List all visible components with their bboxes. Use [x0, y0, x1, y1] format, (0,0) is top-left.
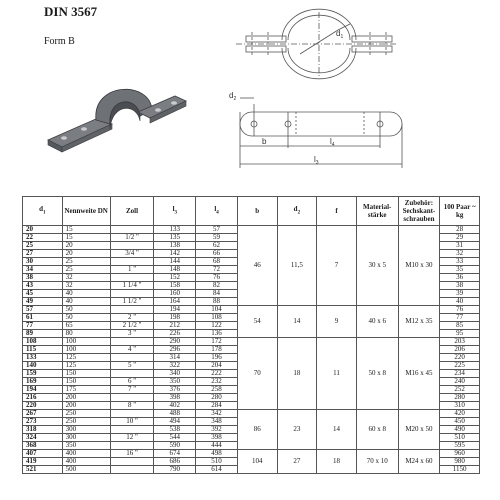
cell-zoll: 12 ": [110, 434, 154, 442]
cell-weight: 85: [440, 322, 480, 330]
cell-dn: 40: [62, 298, 110, 306]
cell-l3: 686: [154, 458, 196, 466]
cell-l4: 392: [196, 426, 238, 434]
header-l3: $l_3$: [154, 197, 196, 226]
cell-dn: 125: [62, 354, 110, 362]
cell-screws: M12 x 35: [398, 306, 440, 338]
cell-weight: 450: [440, 418, 480, 426]
l4-label: $l_4$: [330, 137, 335, 148]
cell-b: 86: [237, 410, 277, 450]
cell-zoll: 1 ": [110, 266, 154, 274]
technical-drawing: [0, 0, 500, 195]
cell-weight: 29: [440, 234, 480, 242]
d1-label: $d_1$: [336, 29, 344, 40]
cell-d1: 273: [23, 418, 63, 426]
cell-dn: 125: [62, 362, 110, 370]
cell-d1: 108: [23, 338, 63, 346]
cell-l3: 494: [154, 418, 196, 426]
cell-dn: 25: [62, 258, 110, 266]
form-label: Form B: [44, 36, 75, 47]
cell-dn: 20: [62, 250, 110, 258]
document-title: DIN 3567: [44, 4, 98, 19]
cell-d1: 49: [23, 298, 63, 306]
cell-dn: 50: [62, 314, 110, 322]
cell-weight: 31: [440, 242, 480, 250]
cell-zoll: 7 ": [110, 386, 154, 394]
cell-weight: 980: [440, 458, 480, 466]
cell-weight: 203: [440, 338, 480, 346]
cell-l4: 88: [196, 298, 238, 306]
cell-d1: 77: [23, 322, 63, 330]
cell-zoll: 8 ": [110, 402, 154, 410]
cell-l4: 498: [196, 450, 238, 458]
cell-l3: 194: [154, 306, 196, 314]
cell-l4: 62: [196, 242, 238, 250]
cell-zoll: 2 ": [110, 314, 154, 322]
cell-l3: 135: [154, 234, 196, 242]
cell-d1: 267: [23, 410, 63, 418]
cell-dn: 100: [62, 338, 110, 346]
cell-screws: M24 x 60: [398, 450, 440, 474]
cell-f: 14: [317, 410, 357, 450]
cell-dn: 500: [62, 466, 110, 474]
cell-weight: 77: [440, 314, 480, 322]
cell-l4: 82: [196, 282, 238, 290]
cell-d1: 34: [23, 266, 63, 274]
cell-d1: 45: [23, 290, 63, 298]
clamp-front-view: [236, 9, 398, 79]
cell-l4: 342: [196, 410, 238, 418]
cell-d1: 89: [23, 330, 63, 338]
cell-l4: 57: [196, 226, 238, 234]
cell-dn: 300: [62, 434, 110, 442]
cell-b: 70: [237, 338, 277, 410]
cell-d1: 324: [23, 434, 63, 442]
cell-f: 11: [317, 338, 357, 410]
cell-b: 104: [237, 450, 277, 474]
cell-l4: 68: [196, 258, 238, 266]
cell-l3: 158: [154, 282, 196, 290]
cell-dn: 20: [62, 242, 110, 250]
cell-weight: 36: [440, 274, 480, 282]
cell-l4: 136: [196, 330, 238, 338]
cell-zoll: 6 ": [110, 378, 154, 386]
pipe-clamp-3d-icon: [48, 89, 186, 152]
cell-f: 18: [317, 450, 357, 474]
cell-weight: 252: [440, 386, 480, 394]
cell-zoll: 4 ": [110, 346, 154, 354]
cell-l3: 148: [154, 266, 196, 274]
cell-zoll: 16 ": [110, 450, 154, 458]
cell-l4: 59: [196, 234, 238, 242]
cell-zoll: [110, 466, 154, 474]
cell-material: 50 x 8: [356, 338, 398, 410]
cell-d1: 169: [23, 378, 63, 386]
cell-d1: 407: [23, 450, 63, 458]
cell-l4: 122: [196, 322, 238, 330]
cell-weight: 40: [440, 298, 480, 306]
cell-d1: 57: [23, 306, 63, 314]
cell-d1: 61: [23, 314, 63, 322]
cell-material: 40 x 6: [356, 306, 398, 338]
cell-l4: 66: [196, 250, 238, 258]
cell-dn: 400: [62, 450, 110, 458]
cell-dn: 65: [62, 322, 110, 330]
cell-weight: 240: [440, 378, 480, 386]
cell-zoll: 3 ": [110, 330, 154, 338]
cell-zoll: [110, 242, 154, 250]
cell-dn: 175: [62, 386, 110, 394]
table-row: [23, 450, 480, 458]
cell-zoll: [110, 370, 154, 378]
cell-weight: 310: [440, 402, 480, 410]
header-zoll: Zoll: [110, 197, 154, 226]
cell-l3: 226: [154, 330, 196, 338]
table-row: [23, 306, 480, 314]
cell-d1: 419: [23, 458, 63, 466]
cell-d1: 133: [23, 354, 63, 362]
cell-dn: 200: [62, 402, 110, 410]
cell-weight: 28: [440, 226, 480, 234]
cell-l3: 538: [154, 426, 196, 434]
cell-b: 46: [237, 226, 277, 306]
cell-d1: 194: [23, 386, 63, 394]
cell-dn: 15: [62, 226, 110, 234]
header-material: Material-stärke: [356, 197, 398, 226]
cell-weight: 220: [440, 354, 480, 362]
cell-zoll: 10 ": [110, 418, 154, 426]
cell-dn: 150: [62, 370, 110, 378]
cell-l3: 290: [154, 338, 196, 346]
cell-l3: 142: [154, 250, 196, 258]
cell-l4: 258: [196, 386, 238, 394]
cell-d1: 159: [23, 370, 63, 378]
header-d2: $d_2$: [277, 197, 317, 226]
cell-l3: 322: [154, 362, 196, 370]
cell-d1: 22: [23, 234, 63, 242]
cell-zoll: [110, 410, 154, 418]
cell-weight: 38: [440, 282, 480, 290]
cell-b: 54: [237, 306, 277, 338]
cell-l3: 198: [154, 314, 196, 322]
l3-label: $l_3$: [314, 155, 319, 166]
cell-dn: 50: [62, 306, 110, 314]
cell-zoll: [110, 354, 154, 362]
cell-d1: 115: [23, 346, 63, 354]
header-b: b: [237, 197, 277, 226]
cell-weight: 420: [440, 410, 480, 418]
cell-zoll: [110, 458, 154, 466]
cell-weight: 35: [440, 266, 480, 274]
cell-l3: 590: [154, 442, 196, 450]
cell-d1: 220: [23, 402, 63, 410]
cell-l4: 178: [196, 346, 238, 354]
cell-dn: 32: [62, 282, 110, 290]
cell-dn: 200: [62, 394, 110, 402]
cell-dn: 80: [62, 330, 110, 338]
cell-material: 60 x 8: [356, 410, 398, 450]
cell-l4: 172: [196, 338, 238, 346]
cell-zoll: 1 1/2 ": [110, 298, 154, 306]
cell-dn: 300: [62, 426, 110, 434]
cell-d1: 140: [23, 362, 63, 370]
table-header-row: [23, 197, 480, 226]
cell-l4: 510: [196, 458, 238, 466]
cell-material: 70 x 10: [356, 450, 398, 474]
cell-l3: 160: [154, 290, 196, 298]
table-body: [23, 226, 480, 474]
cell-l4: 398: [196, 434, 238, 442]
cell-l4: 196: [196, 354, 238, 362]
cell-weight: 510: [440, 434, 480, 442]
cell-weight: 39: [440, 290, 480, 298]
header-d1: $d_1$: [23, 197, 63, 226]
b-label: b: [262, 137, 267, 146]
cell-f: 9: [317, 306, 357, 338]
cell-dn: 15: [62, 234, 110, 242]
cell-zoll: 1/2 ": [110, 234, 154, 242]
clamp-side-view: [240, 98, 402, 168]
cell-l3: 376: [154, 386, 196, 394]
header-f: f: [317, 197, 357, 226]
cell-dn: 350: [62, 442, 110, 450]
cell-l4: 84: [196, 290, 238, 298]
cell-d2: 11,5: [277, 226, 317, 306]
cell-l3: 790: [154, 466, 196, 474]
cell-zoll: 5 ": [110, 362, 154, 370]
cell-weight: 225: [440, 362, 480, 370]
cell-l3: 398: [154, 394, 196, 402]
header-screws: Zubehör: Sechskant-schrauben: [398, 197, 440, 226]
cell-zoll: 1 1/4 ": [110, 282, 154, 290]
cell-l4: 104: [196, 306, 238, 314]
cell-l3: 350: [154, 378, 196, 386]
header-weight: 100 Paar ~ kg: [440, 197, 480, 226]
cell-dn: 250: [62, 410, 110, 418]
table-row: [23, 410, 480, 418]
table-row: [23, 226, 480, 234]
cell-d1: 20: [23, 226, 63, 234]
cell-l4: 614: [196, 466, 238, 474]
cell-l3: 296: [154, 346, 196, 354]
cell-weight: 206: [440, 346, 480, 354]
cell-d1: 25: [23, 242, 63, 250]
cell-zoll: [110, 338, 154, 346]
cell-zoll: [110, 226, 154, 234]
cell-d1: 216: [23, 394, 63, 402]
cell-l4: 76: [196, 274, 238, 282]
cell-screws: M20 x 50: [398, 410, 440, 450]
cell-weight: 490: [440, 426, 480, 434]
cell-l4: 222: [196, 370, 238, 378]
cell-l4: 108: [196, 314, 238, 322]
cell-zoll: [110, 426, 154, 434]
cell-zoll: [110, 442, 154, 450]
cell-screws: M16 x 45: [398, 338, 440, 410]
cell-d2: 23: [277, 410, 317, 450]
cell-l3: 402: [154, 402, 196, 410]
cell-l4: 72: [196, 266, 238, 274]
cell-l4: 232: [196, 378, 238, 386]
cell-d1: 368: [23, 442, 63, 450]
header-l4: $l_4$: [196, 197, 238, 226]
header-dn: Nennweite DN: [62, 197, 110, 226]
cell-dn: 400: [62, 458, 110, 466]
cell-l4: 284: [196, 402, 238, 410]
cell-zoll: 3/4 ": [110, 250, 154, 258]
cell-material: 30 x 5: [356, 226, 398, 306]
cell-weight: 33: [440, 258, 480, 266]
cell-d2: 18: [277, 338, 317, 410]
cell-weight: 76: [440, 306, 480, 314]
d2-label: $d_2$: [229, 91, 237, 102]
cell-l3: 674: [154, 450, 196, 458]
cell-l3: 133: [154, 226, 196, 234]
cell-l3: 164: [154, 298, 196, 306]
cell-weight: 595: [440, 442, 480, 450]
cell-zoll: [110, 274, 154, 282]
cell-d1: 521: [23, 466, 63, 474]
cell-l4: 280: [196, 394, 238, 402]
cell-zoll: [110, 306, 154, 314]
cell-dn: 25: [62, 266, 110, 274]
cell-zoll: 2 1/2 ": [110, 322, 154, 330]
cell-weight: 234: [440, 370, 480, 378]
cell-d1: 38: [23, 274, 63, 282]
cell-l4: 444: [196, 442, 238, 450]
cell-weight: 1150: [440, 466, 480, 474]
cell-zoll: [110, 290, 154, 298]
cell-l3: 544: [154, 434, 196, 442]
cell-weight: 280: [440, 394, 480, 402]
cell-d1: 30: [23, 258, 63, 266]
cell-dn: 32: [62, 274, 110, 282]
cell-dn: 40: [62, 290, 110, 298]
cell-f: 7: [317, 226, 357, 306]
cell-l3: 138: [154, 242, 196, 250]
cell-weight: 32: [440, 250, 480, 258]
cell-l3: 340: [154, 370, 196, 378]
cell-dn: 150: [62, 378, 110, 386]
cell-weight: 95: [440, 330, 480, 338]
cell-l3: 212: [154, 322, 196, 330]
cell-l3: 152: [154, 274, 196, 282]
cell-l3: 488: [154, 410, 196, 418]
cell-weight: 960: [440, 450, 480, 458]
cell-l3: 314: [154, 354, 196, 362]
cell-zoll: [110, 394, 154, 402]
cell-l4: 204: [196, 362, 238, 370]
cell-d2: 14: [277, 306, 317, 338]
cell-d1: 27: [23, 250, 63, 258]
cell-d1: 318: [23, 426, 63, 434]
cell-l4: 348: [196, 418, 238, 426]
table-row: [23, 338, 480, 346]
cell-l3: 144: [154, 258, 196, 266]
cell-d1: 43: [23, 282, 63, 290]
dimension-table: [22, 196, 480, 474]
cell-dn: 100: [62, 346, 110, 354]
cell-zoll: [110, 258, 154, 266]
cell-dn: 250: [62, 418, 110, 426]
cell-d2: 27: [277, 450, 317, 474]
cell-screws: M10 x 30: [398, 226, 440, 306]
